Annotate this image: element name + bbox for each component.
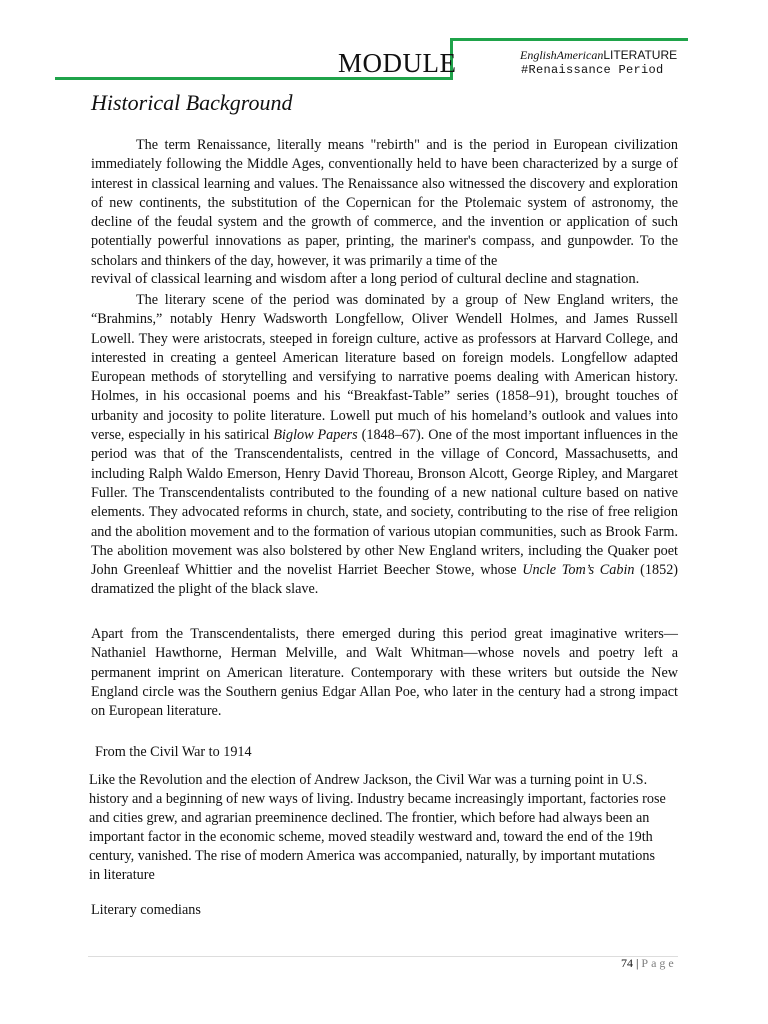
paragraph-brahmins bbox=[91, 291, 678, 600]
subheading-literary-comedians: Literary comedians bbox=[91, 902, 201, 918]
section-heading: Historical Background bbox=[91, 90, 293, 115]
subject-caps: LITERATURE bbox=[603, 48, 678, 62]
page-word: Page bbox=[641, 956, 677, 970]
period-tag: #Renaissance Period bbox=[521, 63, 664, 77]
paragraph-brahmins-part-b: (1848–67). One of the most important influences in the period was that of the Transcendentalists, centred in the village of Concord, Massachusetts, and including Ralph Waldo Emerson, Henry David Thoreau, Bronson Alcott, George Ripley, and Margaret Fuller. The Transcendentalists contributed to the founding of a new national culture based on native elements. They advocated reforms in church, state, and society, contributing to the rise of free religion and the abolition movement and to the formation of various utopian communities, such as Brook Farm. The abolition movement was also bolstered by other New England writers, including the Quaker poet John Greenleaf Whittier and the novelist Harriet Beecher Stowe, whose bbox=[91, 427, 678, 579]
subheading-civil-war: From the Civil War to 1914 bbox=[95, 744, 252, 760]
title-biglow-papers: Biglow Papers bbox=[273, 427, 358, 444]
paragraph-imaginative-writers: Apart from the Transcendentalists, there emerged during this period great imaginative writers—Nathaniel Hawthorne, Herman Melville, and Walt Whitman—whose novels and poetry left a permanent imprint on American literature. Contemporary with these writers but outside the New England circle was the Southern genius Edgar Allan Poe, who later in the century had a strong impact on European literature. bbox=[91, 626, 678, 720]
module-label: MODULE bbox=[338, 48, 457, 78]
paragraph-brahmins-part-c: (1852) dramatized the plight of the black slave. bbox=[91, 562, 679, 598]
paragraph-renaissance: The term Renaissance, literally means "rebirth" and is the period in European civilization immediately following the Middle Ages, conventionally held to have been characterized by a surge of interest in classical learning and values. The Renaissance also witnessed the discovery and exploration of new continents, the substitution of the Copernican for the Ptolemaic system of astronomy, the decline of the feudal system and the growth of commerce, and the invention or application of such potentially powerful innovations as paper, printing, the mariner's compass, and gunpowder. To the scholars and thinkers of the day, however, it was primarily a time of the bbox=[91, 137, 678, 269]
subject-title bbox=[520, 48, 677, 63]
paragraph-civil-war: Like the Revolution and the election of Andrew Jackson, the Civil War was a turning point in U.S. history and a beginning of new ways of living. Industry became increasingly important, factories rose and cities grew, and agrarian preeminence declined. The frontier, which before had always been an important factor in the economic scheme, moved steadily westward and, toward the end of the 19th century, vanished. The rise of modern America was accompanied, naturally, by important mutations in literature bbox=[89, 772, 666, 883]
paragraph-renaissance-tail: revival of classical learning and wisdom after a long period of cultural decline and stagnation. bbox=[91, 271, 640, 287]
header-rule-top bbox=[450, 38, 688, 41]
page-footer bbox=[621, 956, 677, 971]
page-separator: | bbox=[633, 956, 642, 970]
footer-rule bbox=[88, 956, 678, 957]
title-uncle-toms-cabin: Uncle Tom’s Cabin bbox=[522, 562, 635, 579]
page-number: 74 bbox=[621, 956, 633, 970]
subject-italic: EnglishAmerican bbox=[520, 48, 604, 62]
paragraph-brahmins-part-a: The literary scene of the period was dominated by a group of New England writers, the “Brahmins,” notably Henry Wadsworth Longfellow, Oliver Wendell Holmes, and James Russell Lowell. They were aristocrats, steeped in foreign culture, active as professors at Harvard College, and interested in creating a genteel American literature based on foreign models. Longfellow adapted European methods of storytelling and versifying to narrative poems dealing with American history. Holmes, in his occasional poems and his “Breakfast-Table” series (1858–91), brought touches of urbanity and jocosity to polite literature. Lowell put much of his homeland’s outlook and values into verse, especially in his satirical bbox=[91, 292, 678, 444]
